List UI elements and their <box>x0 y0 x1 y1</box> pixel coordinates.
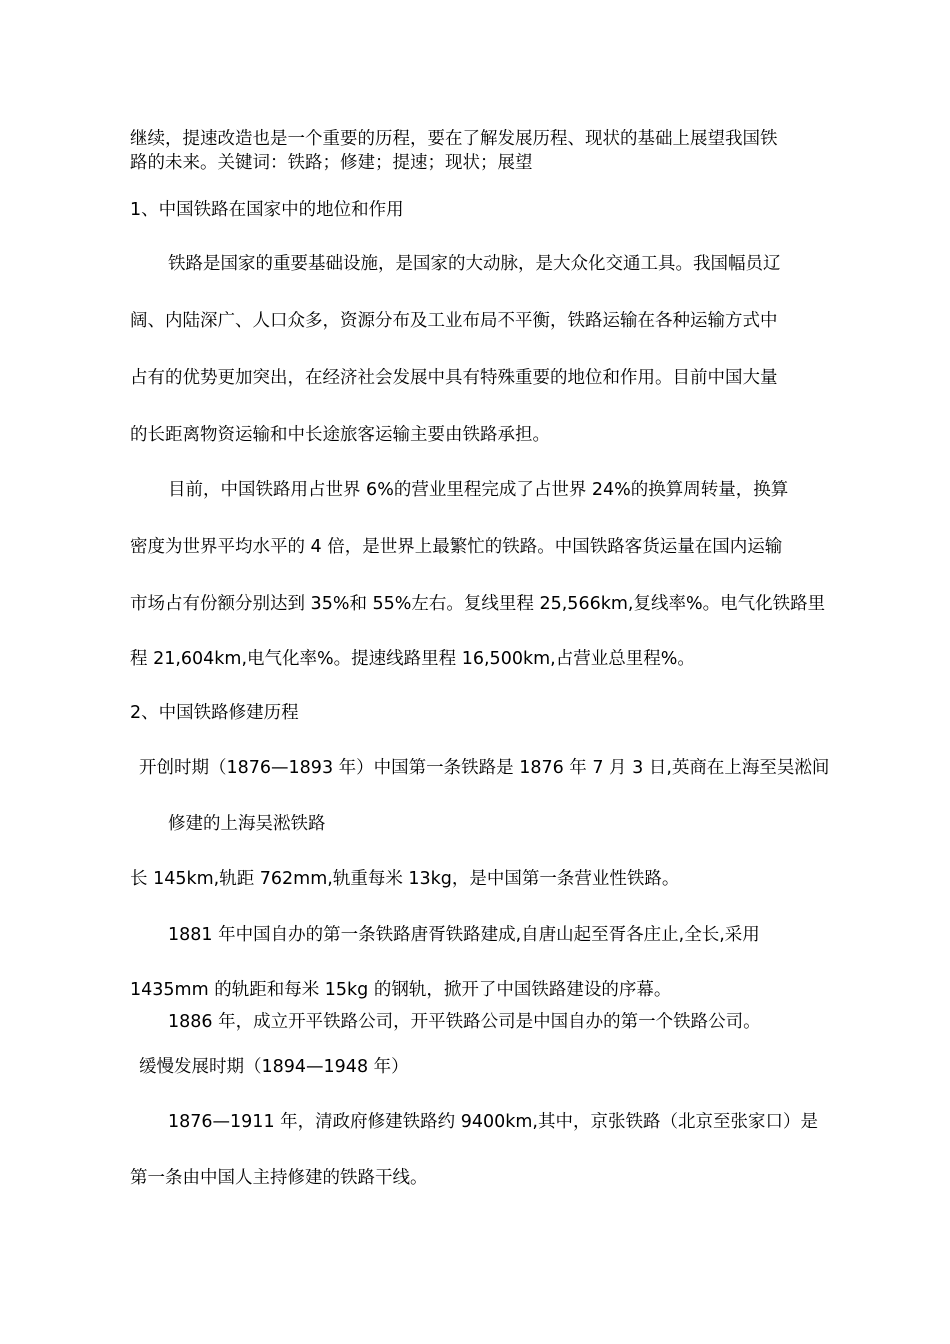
section-1-para-2-line-1: 目前，中国铁路用占世界 6%的营业里程完成了占世界 24%的换算周转量，换算 <box>168 480 789 500</box>
section-1-para-1-line-2: 阔、内陆深广、人口众多，资源分布及工业布局不平衡，铁路运输在各种运输方式中 <box>130 311 778 331</box>
section-1-para-2-line-3: 市场占有份额分别达到 35%和 55%左右。复线里程 25,566km,复线率%。电气化铁路里 <box>130 594 826 614</box>
para-1911-line-1: 1876—1911 年，清政府修建铁路约 9400km,其中，京张铁路（北京至张家口）是 <box>168 1112 818 1132</box>
abstract-line-2: 路的未来。关键词：铁路；修建；提速；现状；展望 <box>130 153 533 173</box>
section-2-heading: 2、中国铁路修建历程 <box>130 703 299 723</box>
section-1-para-1-line-4: 的长距离物资运输和中长途旅客运输主要由铁路承担。 <box>130 425 550 445</box>
period-1-detail: 长 145km,轨距 762mm,轨重每米 13kg，是中国第一条营业性铁路。 <box>130 869 680 889</box>
para-1911-line-2: 第一条由中国人主持修建的铁路干线。 <box>130 1168 428 1188</box>
para-1881-line-2: 1435mm 的轨距和每米 15kg 的钢轨，掀开了中国铁路建设的序幕。 <box>130 980 672 1000</box>
para-1886: 1886 年，成立开平铁路公司，开平铁路公司是中国自办的第一个铁路公司。 <box>168 1012 761 1032</box>
section-1-para-1-line-3: 占有的优势更加突出，在经济社会发展中具有特殊重要的地位和作用。目前中国大量 <box>130 368 778 388</box>
section-1-para-2-line-2: 密度为世界平均水平的 4 倍，是世界上最繁忙的铁路。中国铁路客货运量在国内运输 <box>130 537 783 557</box>
abstract-line-1: 继续，提速改造也是一个重要的历程，要在了解发展历程、现状的基础上展望我国铁 <box>130 129 778 149</box>
period-2-heading: 缓慢发展时期（1894—1948 年） <box>139 1057 409 1077</box>
period-1-heading-cont: 修建的上海吴淞铁路 <box>168 814 326 834</box>
period-1-heading: 开创时期（1876—1893 年）中国第一条铁路是 1876 年 7 月 3 日,英商在上海至吴淞间 <box>139 758 830 778</box>
section-1-para-1-line-1: 铁路是国家的重要基础设施，是国家的大动脉，是大众化交通工具。我国幅员辽 <box>168 254 781 274</box>
section-1-heading: 1、中国铁路在国家中的地位和作用 <box>130 200 404 220</box>
section-1-para-2-line-4: 程 21,604km,电气化率%。提速线路里程 16,500km,占营业总里程%。 <box>130 649 695 669</box>
para-1881-line-1: 1881 年中国自办的第一条铁路唐胥铁路建成,自唐山起至胥各庄止,全长,采用 <box>168 925 760 945</box>
